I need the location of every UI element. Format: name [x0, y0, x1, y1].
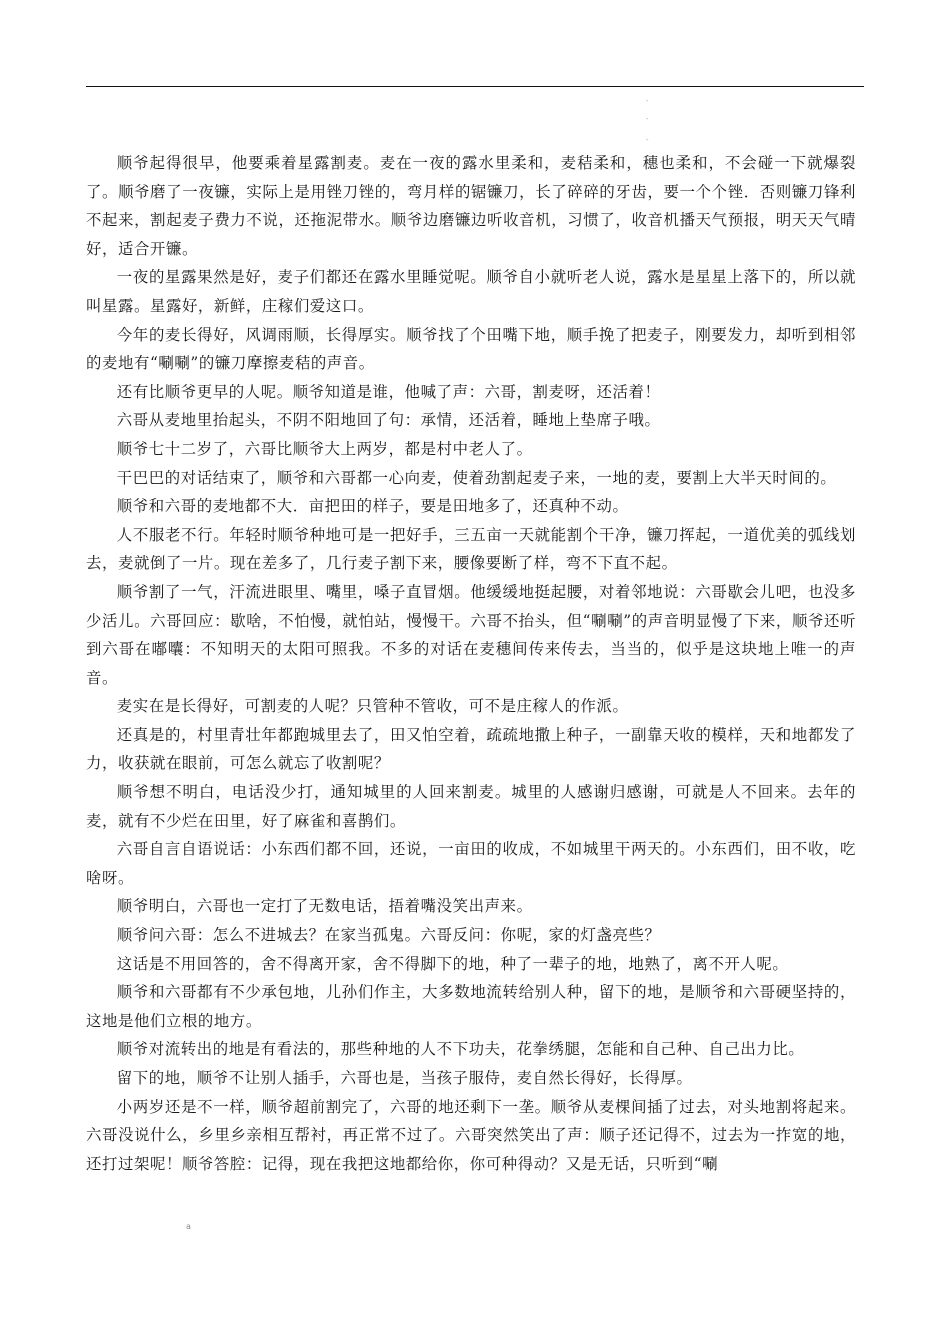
- header-rule: [86, 86, 864, 87]
- tick-mark: -: [646, 115, 649, 123]
- paragraph: 六哥自言自语说话：小东西们都不回，还说，一亩田的收成，不如城里干两天的。小东西们，田不收，吃啥呀。: [86, 840, 856, 887]
- paragraph: 一夜的星露果然是好，麦子们都还在露水里睡觉呢。顺爷自小就听老人说，露水是星星上落下的，所以就叫星露。星露好，新鲜，庄稼们爱这口。: [86, 268, 856, 315]
- paragraph: 顺爷对流转出的地是有看法的，那些种地的人不下功夫，花拳绣腿，怎能和自己种、自己出力比。: [116, 1040, 805, 1059]
- paragraph: 六哥从麦地里抬起头，不阴不阳地回了句：承情，还活着，睡地上垫席子哦。: [116, 411, 661, 430]
- paragraph: 顺爷明白，六哥也一定打了无数电话，捂着嘴没笑出声来。: [116, 897, 533, 916]
- paragraph: 顺爷问六哥：怎么不进城去？在家当孤鬼。六哥反问：你呢，家的灯盏亮些？: [116, 926, 661, 945]
- paragraph: 顺爷割了一气，汗流进眼里、嘴里，嗓子直冒烟。他缓缓地挺起腰，对着邻地说：六哥歇会儿吧，也没多少活儿。六哥回应：歇啥，不怕慢，就怕站，慢慢干。六哥不抬头，但“唰唰”的声音明显慢了下来，顺爷还听到六哥在嘟囔：不知明天的太阳可照我。不多的对话在麦穗间传来传去，当当的，似乎是这块地上唯一的声音。: [86, 582, 856, 687]
- paragraph: 麦实在是长得好，可割麦的人呢？只管种不管收，可不是庄稼人的作派。: [116, 697, 629, 716]
- article-body: [86, 149, 856, 1178]
- paragraph: 顺爷七十二岁了，六哥比顺爷大上两岁，都是村中老人了。: [116, 439, 533, 458]
- paragraph: 干巴巴的对话结束了，顺爷和六哥都一心向麦，使着劲割起麦子来，一地的麦，要割上大半天时间的。: [116, 468, 837, 487]
- paragraph: 顺爷起得很早，他要乘着星露割麦。麦在一夜的露水里柔和，麦秸柔和，穗也柔和，不会碰一下就爆裂了。顺爷磨了一夜镰，实际上是用锉刀锉的，弯月样的锯镰刀，长了碎碎的牙齿，要一个个锉．否则镰刀锋利不起来，割起麦子费力不说，还拖泥带水。顺爷边磨镰边听收音机，习惯了，收音机播天气预报，明天天气晴好，适合开镰。: [86, 154, 856, 258]
- paragraph: 这话是不用回答的，舍不得离开家，舍不得脚下的地，种了一辈子的地，地熟了，离不开人呢。: [116, 954, 789, 973]
- paragraph: 人不服老不行。年轻时顺爷种地可是一把好手，三五亩一天就能割个干净，镰刀挥起，一道优美的弧线划去，麦就倒了一片。现在差多了，几行麦子割下来，腰像要断了样，弯不下直不起。: [86, 525, 856, 573]
- paragraph: 小两岁还是不一样，顺爷超前割完了，六哥的地还剩下一垄。顺爷从麦棵间插了过去，对头地割将起来。六哥没说什么，乡里乡亲相互帮衬，再正常不过了。六哥突然笑出了声：顺子还记得不，过去为一拃宽的地，还打过架呢！顺爷答腔：记得，现在我把这地都给你，你可种得动？又是无话，只听到“唰: [86, 1097, 856, 1173]
- tick-mark: -: [646, 97, 649, 105]
- paragraph: 顺爷和六哥的麦地都不大．亩把田的样子，要是田地多了，还真种不动。: [116, 497, 629, 516]
- tick-mark: -: [646, 136, 649, 144]
- paragraph: 今年的麦长得好，风调雨顺，长得厚实。顺爷找了个田嘴下地，顺手挽了把麦子，刚要发力，却听到相邻的麦地有“唰唰”的镰刀摩擦麦秸的声音。: [86, 325, 856, 373]
- paragraph: 还真是的，村里青壮年都跑城里去了，田又怕空着，疏疏地撒上种子，一副靠天收的模样，天和地都发了力，收获就在眼前，可怎么就忘了收割呢？: [86, 725, 856, 773]
- paragraph: 顺爷想不明白，电话没少打，通知城里的人回来割麦。城里的人感谢归感谢，可就是人不回来。去年的麦，就有不少烂在田里，好了麻雀和喜鹊们。: [86, 783, 856, 830]
- paragraph: 还有比顺爷更早的人呢。顺爷知道是谁，他喊了声：六哥，割麦呀，还活着！: [116, 382, 661, 401]
- paragraph: 顺爷和六哥都有不少承包地，儿孙们作主，大多数地流转给别人种，留下的地，是顺爷和六哥硬坚持的，这地是他们立根的地方。: [86, 983, 856, 1030]
- footer-mark: a: [186, 1222, 191, 1231]
- paragraph: 留下的地，顺爷不让别人插手，六哥也是，当孩子服侍，麦自然长得好，长得厚。: [116, 1069, 693, 1087]
